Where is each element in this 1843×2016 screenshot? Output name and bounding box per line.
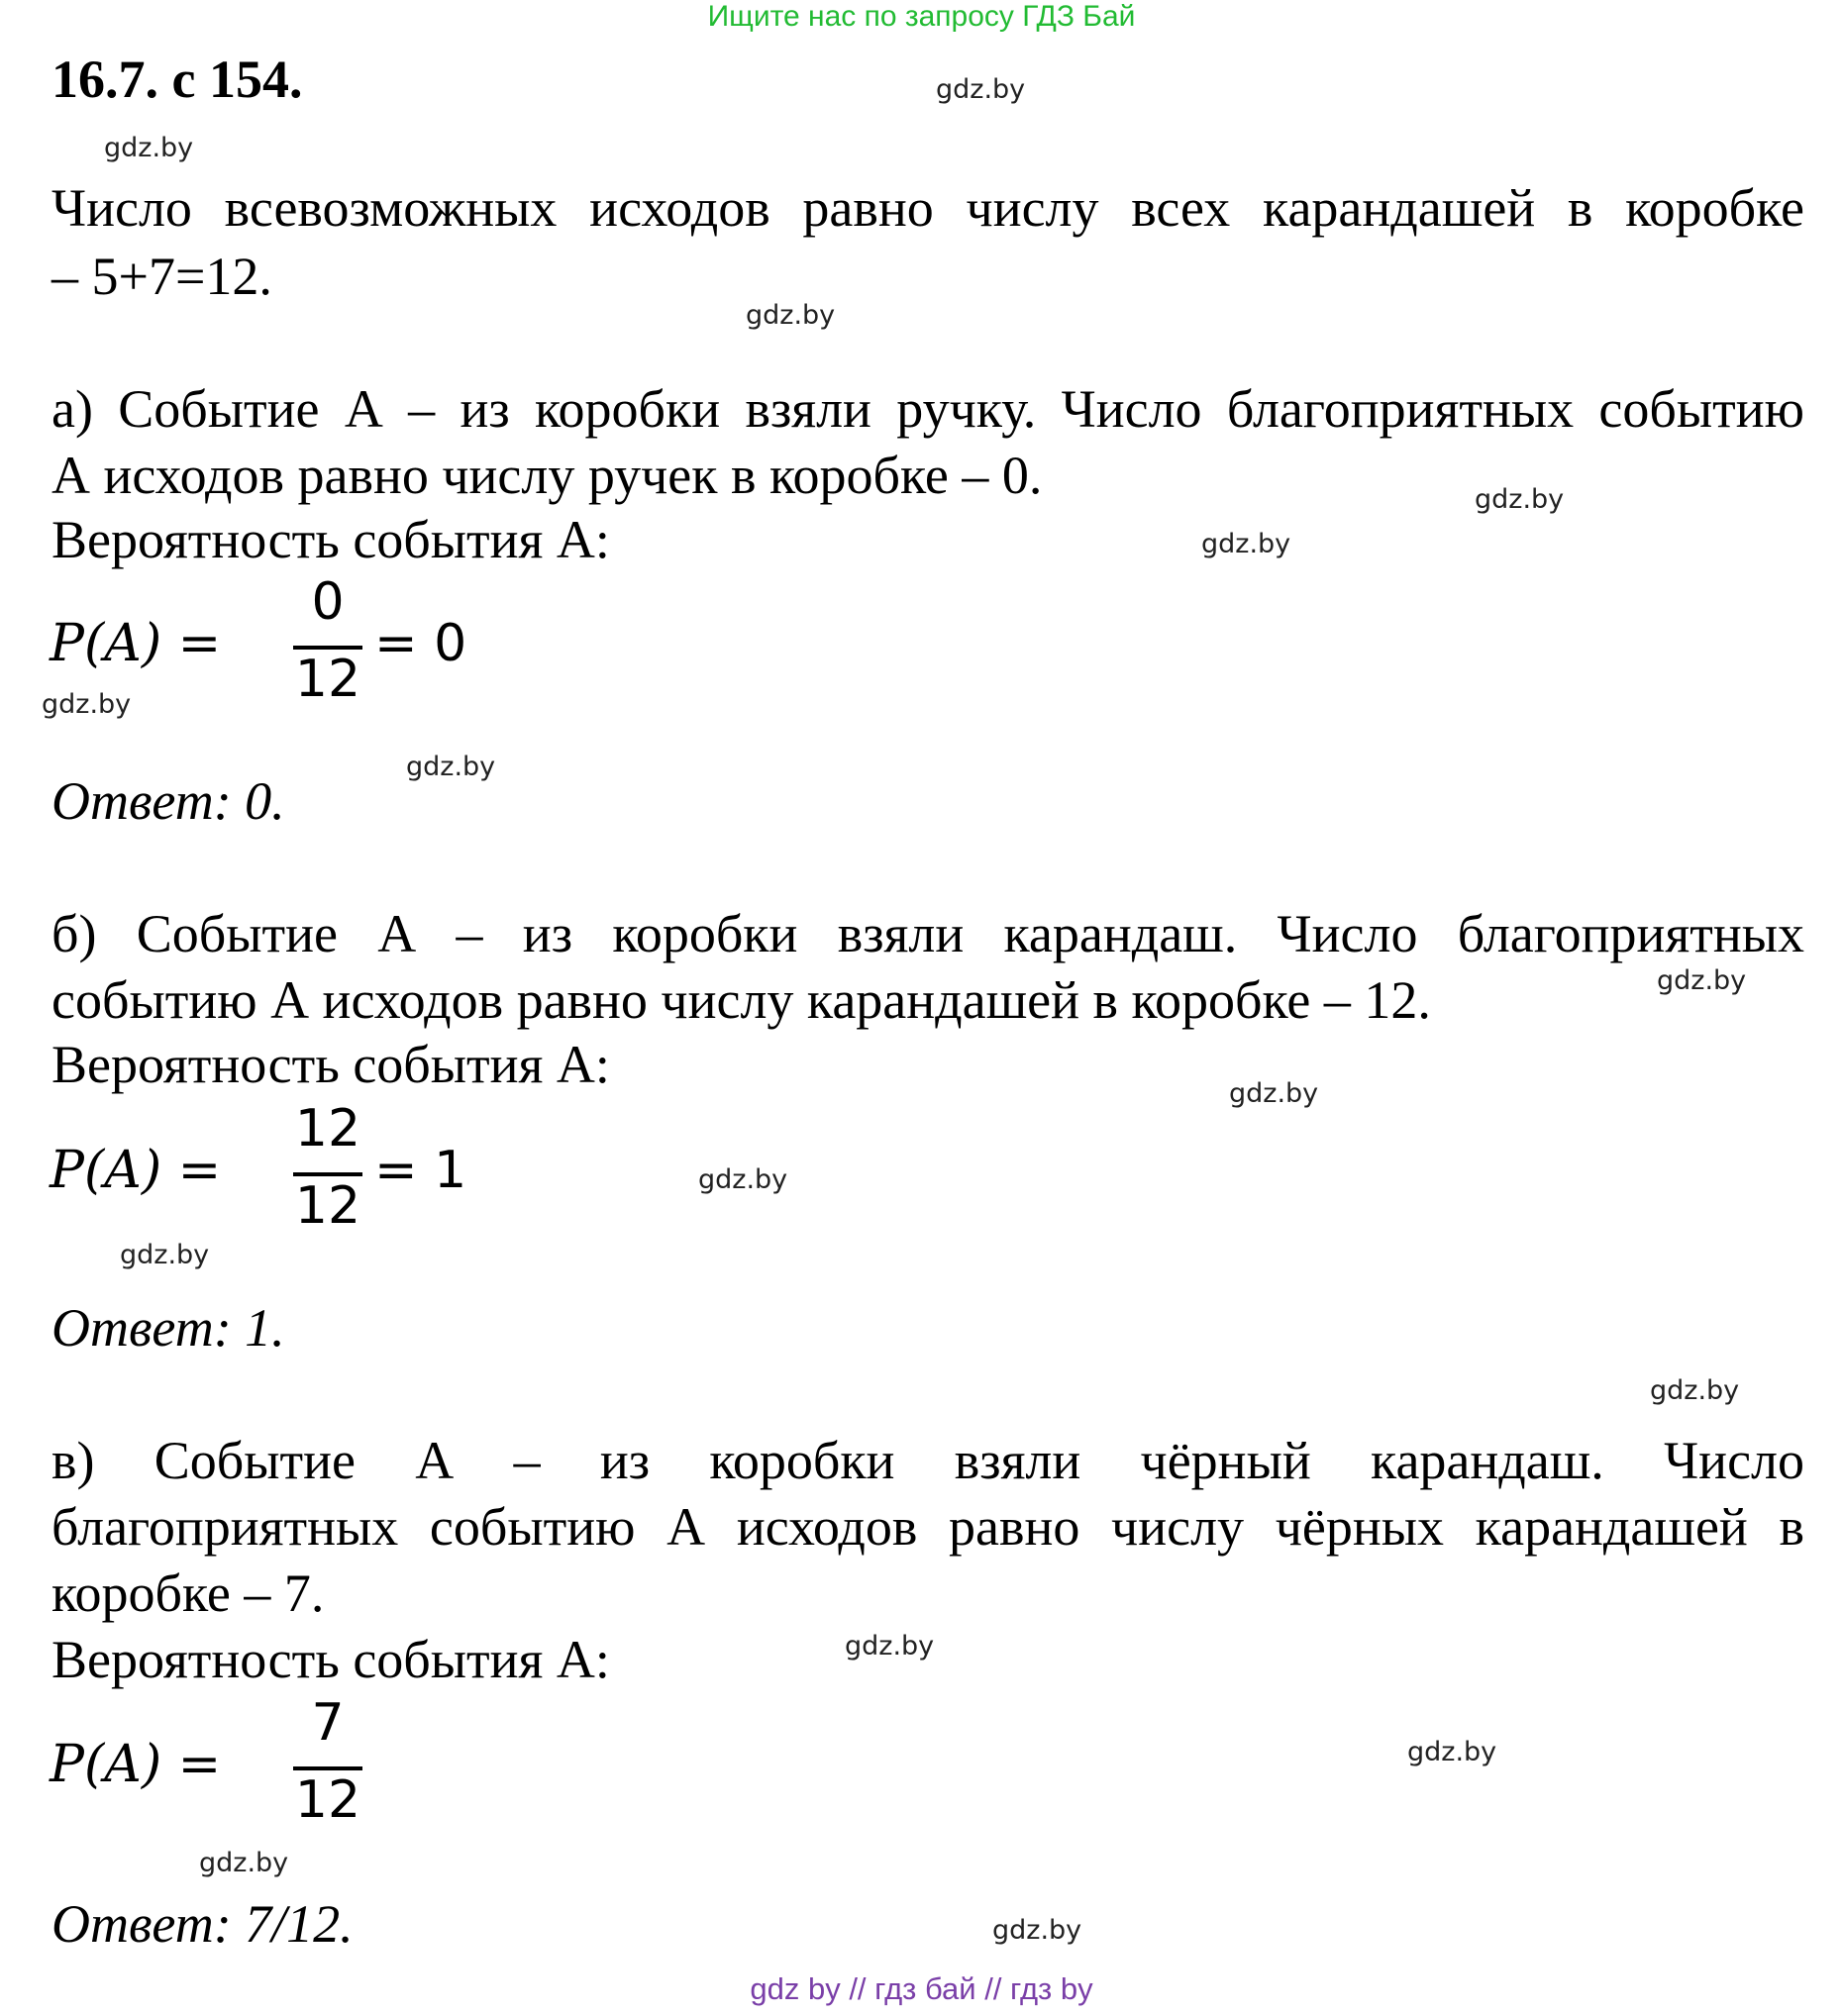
watermark: gdz.by <box>1657 965 1747 996</box>
watermark: gdz.by <box>698 1164 788 1195</box>
part-a-line-2: А исходов равно числу ручек в коробке – 0. <box>51 446 1043 505</box>
formula-rhs: = 0 <box>374 614 467 673</box>
formula-numerator: 12 <box>294 1099 361 1159</box>
formula-denominator: 12 <box>294 650 361 709</box>
watermark: gdz.by <box>1201 529 1291 559</box>
part-b-formula <box>50 1099 467 1248</box>
watermark: gdz.by <box>406 752 496 782</box>
formula-lhs: P(A) = <box>50 614 222 673</box>
watermark: gdz.by <box>1407 1737 1497 1767</box>
watermark: gdz.by <box>104 133 194 163</box>
watermark: gdz.by <box>1229 1078 1319 1109</box>
watermark: gdz.by <box>845 1631 935 1662</box>
watermark: gdz.by <box>992 1915 1082 1946</box>
part-b-line-1: б) Событие А – из коробки взяли карандаш. Число благоприятных <box>51 904 1804 963</box>
formula-numerator: 7 <box>311 1693 345 1753</box>
part-a-prob-label: Вероятность события А: <box>51 510 610 569</box>
formula-rhs: = 1 <box>374 1141 467 1200</box>
watermark: gdz.by <box>936 74 1026 105</box>
formula-denominator: 12 <box>294 1176 361 1236</box>
part-c-line-1: в) Событие А – из коробки взяли чёрный карандаш. Число <box>51 1431 1804 1490</box>
watermark: gdz.by <box>1475 484 1565 515</box>
part-c-answer: Ответ: 7/12. <box>51 1894 354 1954</box>
intro-line-2: – 5+7=12. <box>51 247 272 306</box>
watermark: gdz.by <box>746 300 836 331</box>
exercise-title: 16.7. с 154. <box>51 50 303 109</box>
formula-numerator: 0 <box>311 572 345 632</box>
part-c-prob-label: Вероятность события А: <box>51 1630 610 1689</box>
formula-denominator: 12 <box>294 1770 361 1830</box>
part-c-formula <box>50 1693 446 1842</box>
formula-lhs: P(A) = <box>50 1735 222 1794</box>
intro-line-1: Число всевозможных исходов равно числу всех карандашей в коробке <box>51 178 1804 238</box>
part-b-line-2: событию А исходов равно числу карандашей в коробке – 12. <box>51 970 1431 1030</box>
footer-links: gdz by // гдз бай // гдз by <box>750 1971 1093 2006</box>
part-c-line-3: коробке – 7. <box>51 1563 325 1623</box>
watermark: gdz.by <box>120 1240 210 1270</box>
part-b-prob-label: Вероятность события А: <box>51 1035 610 1094</box>
part-b-answer: Ответ: 1. <box>51 1298 285 1358</box>
watermark: gdz.by <box>42 689 132 720</box>
part-a-answer: Ответ: 0. <box>51 771 285 831</box>
formula-lhs: P(A) = <box>50 1141 222 1200</box>
part-c-line-2: благоприятных событию А исходов равно числу чёрных карандашей в <box>51 1497 1804 1557</box>
watermark: gdz.by <box>1650 1375 1740 1406</box>
watermark: gdz.by <box>199 1848 289 1878</box>
part-a-line-1: а) Событие А – из коробки взяли ручку. Число благоприятных событию <box>51 379 1804 439</box>
search-banner: Ищите нас по запросу ГДЗ Бай <box>707 0 1136 33</box>
